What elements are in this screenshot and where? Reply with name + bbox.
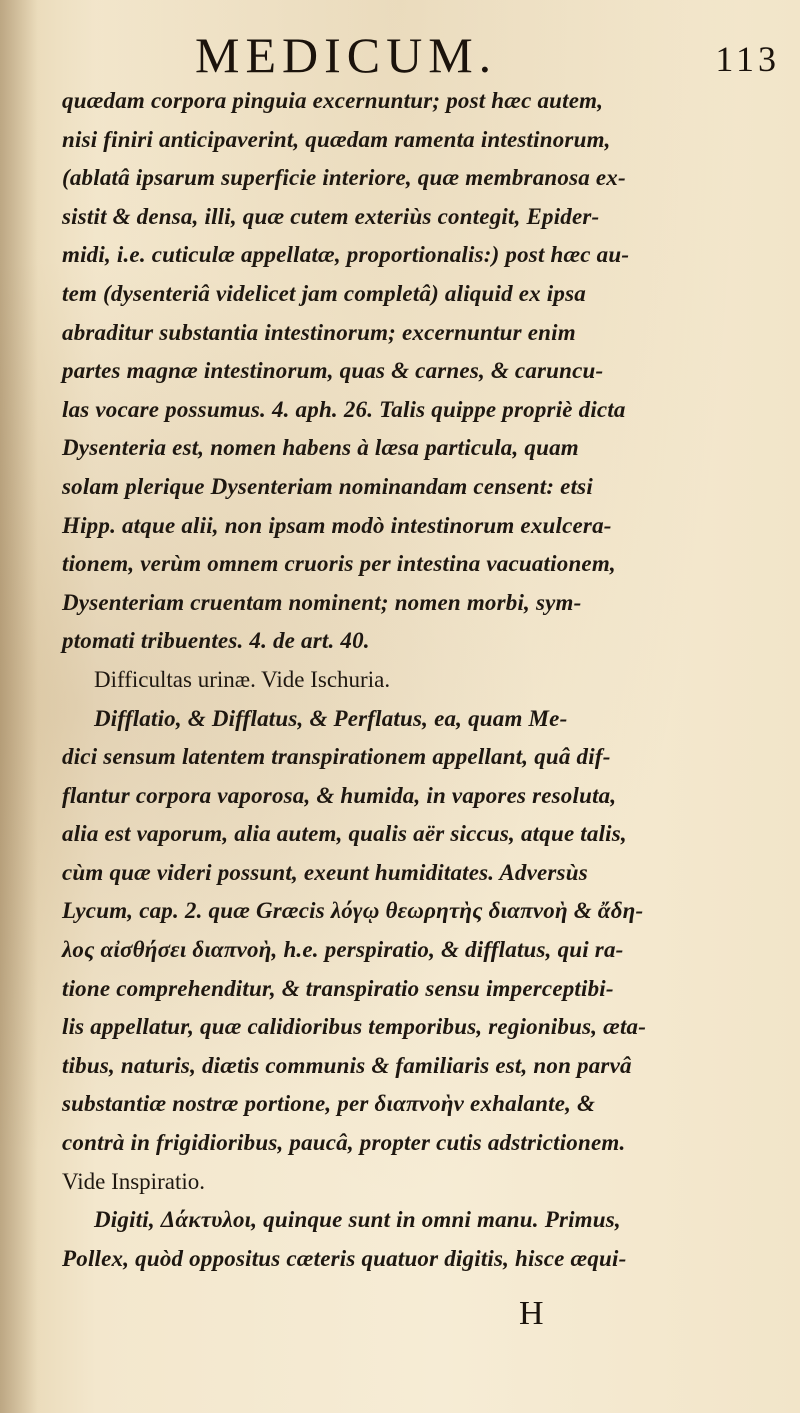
text-line: tione comprehenditur, & transpiratio sensu imperceptibi- [62,975,614,1001]
text-line: sistit & densa, illi, quæ cutem exteriùs contegit, Epider- [62,203,600,229]
text-line: Hipp. atque alii, non ipsam modò intestinorum exulcera- [62,512,612,538]
text-line: quædam corpora pinguia excernuntur; post hæc autem, [62,88,604,113]
entry-line-digiti: Digiti, Δάκτυλοι, quinque sunt in omni manu. Primus, [94,1207,621,1233]
text-line: dici sensum latentem transpirationem appellant, quâ dif- [62,744,611,770]
text-line: tem (dysenteriâ videlicet jam completâ) aliquid ex ipsa [62,280,586,306]
text-line: alia est vaporum, alia autem, qualis aër siccus, atque talis, [62,821,627,847]
text-line: tionem, verùm omnem cruoris per intestina vacuationem, [62,551,616,577]
text-line: (ablatâ ipsarum superficie interiore, quæ membranosa ex- [62,165,626,191]
page-number: 113 [715,39,780,79]
entry-line-difflatio: Difflatio, & Difflatus, & Perflatus, ea, quam Me- [94,705,568,731]
text-line: solam plerique Dysenteriam nominandam censent: etsi [62,473,593,499]
text-line: Pollex, quòd oppositus cæteris quatuor digitis, hisce æqui- [62,1245,627,1271]
text-line: midi, i.e. cuticulæ appellatæ, proportionalis:) post hæc au- [62,242,630,268]
text-line: Vide Inspiratio. [62,1168,205,1194]
text-line: Dysenteria est, nomen habens à læsa particula, quam [62,435,579,461]
text-line: partes magnæ intestinorum, quas & carnes, & caruncu- [62,358,604,384]
text-line: ptomati tribuentes. 4. de art. 40. [62,628,370,654]
text-line: las vocare possumus. 4. aph. 26. Talis quippe propriè dicta [62,396,626,422]
text-line: lis appellatur, quæ calidioribus temporibus, regionibus, æta- [62,1014,647,1040]
catchword: H [519,1295,544,1332]
page-gutter-shadow [0,0,38,1413]
body-text [62,82,782,1278]
text-line: substantiæ nostræ portione, per διαπνοὴν exhalante, & [62,1091,596,1117]
text-line: cùm quæ videri possunt, exeunt humiditates. Adversùs [62,859,588,885]
text-line: Lycum, cap. 2. quæ Græcis λόγῳ θεωρητὴς διαπνοὴ & ἄδη- [62,898,644,924]
text-line: λος αἰσθήσει διαπνοὴ, h.e. perspiratio, & difflatus, qui ra- [62,937,624,963]
text-line: Dysenteriam cruentam nominent; nomen morbi, sym- [62,589,582,615]
text-line: contrà in frigidioribus, paucâ, propter cutis adstrictionem. [62,1130,626,1156]
running-title: MEDICUM. [195,27,498,83]
text-line: flantur corpora vaporosa, & humida, in vapores resoluta, [62,782,617,808]
text-line: nisi finiri anticipaverint, quædam ramenta intestinorum, [62,126,611,152]
entry-line-difficultas: Difficultas urinæ. Vide Ischuria. [94,666,391,692]
page-header [195,26,780,86]
text-line: abraditur substantia intestinorum; excernuntur enim [62,319,576,345]
text-line: tibus, naturis, diætis communis & familiaris est, non parvâ [62,1052,632,1078]
